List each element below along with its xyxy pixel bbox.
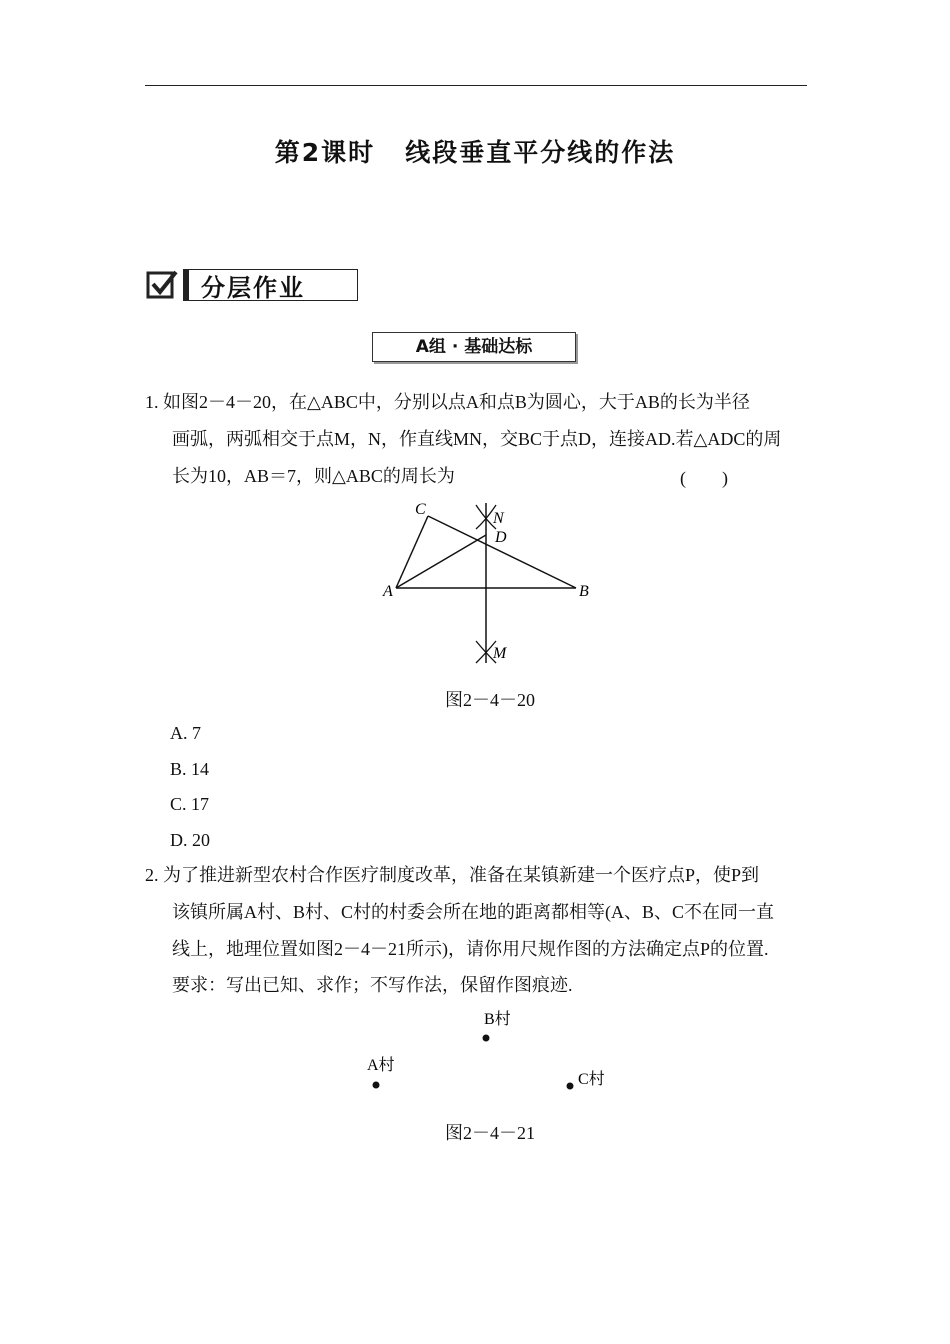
- q2-line4: 要求：写出已知、求作；不写作法，保留作图痕迹.: [172, 975, 573, 995]
- option-d[interactable]: D. 20: [170, 830, 210, 850]
- q2-line2: 该镇所属A村、B村、C村的村委会所在地的距离都相等(A、B、C不在同一直: [172, 902, 775, 922]
- q1-line2: 画弧，两弧相交于点M，N，作直线MN，交BC于点D，连接AD.若△ADC的周: [172, 429, 782, 449]
- figure-2-4-20: [380, 495, 610, 670]
- segment-ca: [396, 516, 428, 588]
- label-a-village: A村: [367, 1057, 395, 1074]
- label-b-village: B村: [484, 1011, 511, 1028]
- label-m: M: [493, 645, 507, 662]
- point-a: [373, 1082, 380, 1089]
- answer-paren: ( ): [680, 468, 728, 488]
- figure-caption-2: 图2－4－21: [445, 1123, 535, 1143]
- label-a: A: [383, 583, 393, 600]
- option-c[interactable]: C. 17: [170, 794, 210, 814]
- q1-line1: 1. 如图2－4－20，在△ABC中，分别以点A和点B为圆心，大于AB的长为半径: [145, 392, 750, 412]
- label-c-village: C村: [578, 1071, 605, 1088]
- figure-caption-1: 图2－4－20: [445, 690, 535, 710]
- section-header: [145, 266, 358, 304]
- q2-line3: 线上，地理位置如图2－4－21所示)，请你用尺规作图的方法确定点P的位置.: [172, 939, 769, 959]
- q2-line1: 2. 为了推进新型农村合作医疗制度改革，准备在某镇新建一个医疗点P，使P到: [145, 865, 760, 885]
- lesson-number: 第2课时: [274, 138, 376, 167]
- label-n: N: [493, 510, 504, 527]
- lesson-topic: 线段垂直平分线的作法: [405, 138, 676, 167]
- option-b[interactable]: B. 14: [170, 759, 210, 779]
- segment-ad: [396, 535, 486, 588]
- option-a[interactable]: A. 7: [170, 723, 201, 743]
- figure-2-4-21: [350, 1000, 620, 1100]
- header-rule: [145, 85, 807, 86]
- label-c: C: [415, 501, 426, 518]
- point-c: [567, 1083, 574, 1090]
- q1-line3: 长为10，AB＝7，则△ABC的周长为: [172, 466, 455, 486]
- group-label: A组 · 基础达标: [372, 332, 576, 362]
- label-b: B: [579, 583, 589, 600]
- section-label: 分层作业: [183, 269, 358, 301]
- checkbox-icon: [145, 268, 179, 302]
- label-d: D: [495, 529, 507, 546]
- page-title: [0, 133, 950, 169]
- point-b: [483, 1035, 490, 1042]
